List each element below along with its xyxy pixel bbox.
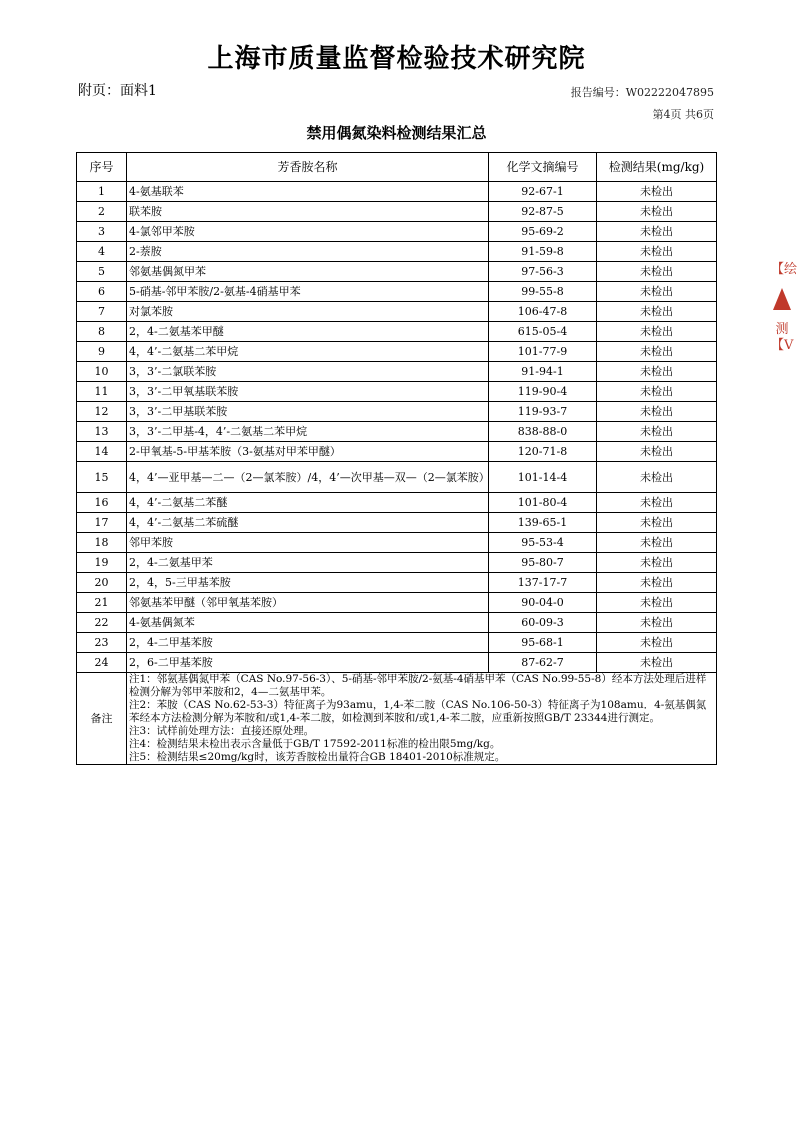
test-result: 未检出 [597, 442, 717, 462]
amine-name: 2，4，5-三甲基苯胺 [127, 573, 489, 593]
test-result: 未检出 [597, 613, 717, 633]
report-number: 报告编号：W02222047895 [570, 86, 714, 99]
test-result: 未检出 [597, 493, 717, 513]
row-number: 14 [77, 442, 127, 462]
test-result: 未检出 [597, 402, 717, 422]
table-row [77, 553, 717, 573]
remarks-body [127, 673, 717, 765]
test-result: 未检出 [597, 513, 717, 533]
table-row [77, 422, 717, 442]
amine-name: 2，6-二甲基苯胺 [127, 653, 489, 673]
remark-note: 注4：检测结果未检出表示含量低于GB/T 17592-2011标准的检出限5mg/kg。 [129, 738, 501, 750]
col-header-no: 序号 [77, 153, 127, 182]
remarks-label: 备注 [77, 673, 127, 765]
cas-number: 95-53-4 [489, 533, 597, 553]
table-title: 禁用偶氮染料检测结果汇总 [306, 124, 487, 142]
test-result: 未检出 [597, 553, 717, 573]
row-number: 2 [77, 202, 127, 222]
cas-number: 615-05-4 [489, 322, 597, 342]
table-row [77, 593, 717, 613]
cas-number: 87-62-7 [489, 653, 597, 673]
test-result: 未检出 [597, 382, 717, 402]
amine-name: 4-氨基联苯 [127, 182, 489, 202]
seal-top-text: 【绘 [771, 262, 797, 277]
table-row [77, 302, 717, 322]
table-row [77, 633, 717, 653]
test-result: 未检出 [597, 422, 717, 442]
table-row [77, 402, 717, 422]
row-number: 10 [77, 362, 127, 382]
amine-name: 邻氨基偶氮甲苯 [127, 262, 489, 282]
row-number: 7 [77, 302, 127, 322]
test-result: 未检出 [597, 182, 717, 202]
cas-number: 91-59-8 [489, 242, 597, 262]
test-result: 未检出 [597, 282, 717, 302]
cas-number: 97-56-3 [489, 262, 597, 282]
amine-name: 4，4’-二氨基二苯醚 [127, 493, 489, 513]
results-table [76, 152, 717, 765]
row-number: 6 [77, 282, 127, 302]
amine-name: 2，4-二氨基苯甲醚 [127, 322, 489, 342]
cas-number: 101-80-4 [489, 493, 597, 513]
col-header-name: 芳香胺名称 [127, 153, 489, 182]
amine-name: 2，4-二氨基甲苯 [127, 553, 489, 573]
col-header-result: 检测结果(mg/kg) [597, 153, 717, 182]
row-number: 8 [77, 322, 127, 342]
table-row [77, 362, 717, 382]
test-result: 未检出 [597, 633, 717, 653]
cas-number: 101-77-9 [489, 342, 597, 362]
table-row [77, 382, 717, 402]
page-number: 第4页 共6页 [652, 108, 714, 121]
test-result: 未检出 [597, 573, 717, 593]
row-number: 20 [77, 573, 127, 593]
amine-name: 4-氨基偶氮苯 [127, 613, 489, 633]
test-result: 未检出 [597, 593, 717, 613]
test-result: 未检出 [597, 222, 717, 242]
row-number: 9 [77, 342, 127, 362]
remark-note: 注5：检测结果≤20mg/kg时，该芳香胺检出量符合GB 18401-2010标准规定。 [129, 751, 506, 763]
test-result: 未检出 [597, 653, 717, 673]
cas-number: 99-55-8 [489, 282, 597, 302]
cas-number: 95-80-7 [489, 553, 597, 573]
test-result: 未检出 [597, 462, 717, 493]
cas-number: 60-09-3 [489, 613, 597, 633]
row-number: 4 [77, 242, 127, 262]
row-number: 11 [77, 382, 127, 402]
test-result: 未检出 [597, 322, 717, 342]
row-number: 5 [77, 262, 127, 282]
cas-number: 119-93-7 [489, 402, 597, 422]
table-row [77, 262, 717, 282]
amine-name: 4，4’—亚甲基—二—（2—氯苯胺）/4，4’—次甲基—双—（2—氯苯胺） [127, 462, 489, 493]
row-number: 22 [77, 613, 127, 633]
table-row [77, 653, 717, 673]
table-row [77, 613, 717, 633]
cas-number: 91-94-1 [489, 362, 597, 382]
cas-number: 120-71-8 [489, 442, 597, 462]
table-row [77, 342, 717, 362]
table-row [77, 322, 717, 342]
seal-bottom-text: 测【V [771, 322, 794, 353]
row-number: 16 [77, 493, 127, 513]
side-seal-stamp [771, 262, 797, 354]
test-result: 未检出 [597, 362, 717, 382]
test-result: 未检出 [597, 242, 717, 262]
row-number: 3 [77, 222, 127, 242]
amine-name: 4-氯邻甲苯胺 [127, 222, 489, 242]
cas-number: 106-47-8 [489, 302, 597, 322]
row-number: 24 [77, 653, 127, 673]
test-result: 未检出 [597, 533, 717, 553]
test-result: 未检出 [597, 202, 717, 222]
amine-name: 邻甲苯胺 [127, 533, 489, 553]
row-number: 23 [77, 633, 127, 653]
table-row [77, 513, 717, 533]
cas-number: 92-87-5 [489, 202, 597, 222]
test-result: 未检出 [597, 302, 717, 322]
cas-number: 137-17-7 [489, 573, 597, 593]
cas-number: 90-04-0 [489, 593, 597, 613]
amine-name: 3，3’-二甲基联苯胺 [127, 402, 489, 422]
amine-name: 2，4-二甲基苯胺 [127, 633, 489, 653]
cas-number: 119-90-4 [489, 382, 597, 402]
row-number: 13 [77, 422, 127, 442]
table-row [77, 182, 717, 202]
attachment-label: 附页：面料1 [78, 83, 157, 99]
cas-number: 92-67-1 [489, 182, 597, 202]
cas-number: 95-69-2 [489, 222, 597, 242]
amine-name: 2-甲氧基-5-甲基苯胺（3-氨基对甲苯甲醚） [127, 442, 489, 462]
row-number: 18 [77, 533, 127, 553]
row-number: 1 [77, 182, 127, 202]
amine-name: 3，3’-二甲基-4，4’-二氨基二苯甲烷 [127, 422, 489, 442]
table-row [77, 573, 717, 593]
seal-arrow-icon [773, 288, 791, 310]
table-row [77, 242, 717, 262]
amine-name: 4，4’-二氨基二苯硫醚 [127, 513, 489, 533]
test-result: 未检出 [597, 342, 717, 362]
table-header-row [77, 153, 717, 182]
table-row [77, 442, 717, 462]
amine-name: 2-萘胺 [127, 242, 489, 262]
cas-number: 139-65-1 [489, 513, 597, 533]
amine-name: 4，4’-二氨基二苯甲烷 [127, 342, 489, 362]
table-row [77, 282, 717, 302]
org-title: 上海市质量监督检验技术研究院 [207, 44, 586, 74]
amine-name: 邻氨基苯甲醚（邻甲氧基苯胺） [127, 593, 489, 613]
table-row [77, 493, 717, 513]
col-header-cas: 化学文摘编号 [489, 153, 597, 182]
cas-number: 95-68-1 [489, 633, 597, 653]
table-row [77, 533, 717, 553]
remarks-row [77, 673, 717, 765]
row-number: 15 [77, 462, 127, 493]
test-result: 未检出 [597, 262, 717, 282]
remark-note: 注3：试样前处理方法：直接还原处理。 [129, 725, 315, 737]
amine-name: 3，3’-二氯联苯胺 [127, 362, 489, 382]
cas-number: 101-14-4 [489, 462, 597, 493]
amine-name: 3，3’-二甲氧基联苯胺 [127, 382, 489, 402]
row-number: 17 [77, 513, 127, 533]
table-row [77, 462, 717, 493]
amine-name: 联苯胺 [127, 202, 489, 222]
remark-note: 注1：邻氨基偶氮甲苯（CAS No.97-56-3）、5-硝基-邻甲苯胺/2-氨基-4硝基甲苯（CAS No.99-55-8）经本方法处理后进样检测分解为邻甲苯胺和2，4—二氨基甲苯。 [129, 673, 707, 698]
row-number: 19 [77, 553, 127, 573]
row-number: 21 [77, 593, 127, 613]
amine-name: 5-硝基-邻甲苯胺/2-氨基-4硝基甲苯 [127, 282, 489, 302]
table-row [77, 222, 717, 242]
remark-note: 注2：苯胺（CAS No.62-53-3）特征离子为93amu，1,4-苯二胺（CAS No.106-50-3）特征离子为108amu．4-氨基偶氮苯经本方法检测分解为苯胺和/或1,4-苯二胺，如检测到苯胺和/或1,4-苯二胺，应重新按照GB/T 23344进行测定。 [129, 699, 707, 724]
row-number: 12 [77, 402, 127, 422]
amine-name: 对氯苯胺 [127, 302, 489, 322]
cas-number: 838-88-0 [489, 422, 597, 442]
table-row [77, 202, 717, 222]
